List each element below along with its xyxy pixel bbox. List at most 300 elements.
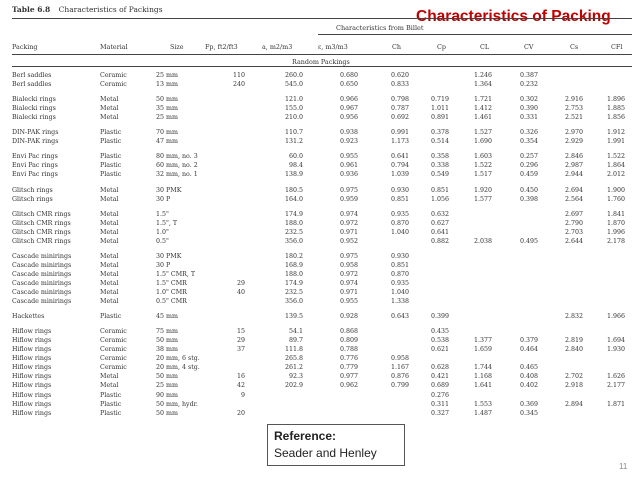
cell-a: 261.2 [284, 364, 303, 372]
table-row [0, 280, 638, 289]
cell-epsilon: 0.966 [339, 96, 358, 104]
cell-packing: Cascade minirings [12, 298, 72, 306]
cell-epsilon: 0.961 [339, 162, 358, 170]
table-label: Table 6.8 [12, 5, 51, 14]
cell-material: Plastic [100, 138, 122, 146]
cell-ch: 1.173 [390, 138, 409, 146]
cell-fp: 110 [232, 72, 245, 79]
cell-size: 30 P [156, 261, 171, 269]
cell-size: 1.5", T [156, 219, 178, 227]
cell-cfl: 1.522 [606, 153, 625, 161]
cell-cp: 0.719 [430, 96, 449, 104]
cell-cv: 0.464 [519, 346, 538, 354]
cell-epsilon: 0.650 [339, 81, 358, 89]
cell-a: 545.0 [284, 81, 303, 89]
cell-a: 121.0 [284, 96, 303, 104]
col-header-size: Size [170, 43, 184, 51]
cell-cl: 1.577 [473, 195, 492, 203]
cell-cl: 1.246 [473, 72, 492, 79]
cell-cl: 1.920 [473, 186, 492, 194]
cell-cv: 0.354 [519, 138, 538, 146]
cell-cs: 2.916 [564, 96, 583, 104]
cell-cv: 0.387 [519, 72, 538, 79]
cell-ch: 0.620 [390, 72, 409, 79]
cell-cs: 2.697 [564, 210, 583, 218]
section-heading: Random Packings [292, 58, 350, 66]
cell-material: Plastic [100, 162, 122, 170]
cell-material: Plastic [100, 313, 122, 321]
cell-packing: Hiflow rings [12, 328, 52, 336]
cell-ch: 0.870 [390, 219, 409, 227]
cell-packing: Hiflow rings [12, 355, 52, 363]
cell-cp: 0.627 [430, 219, 449, 227]
cell-material: Metal [100, 186, 119, 194]
cell-cl: 1.690 [473, 138, 492, 146]
col-header-cp: Cp [437, 43, 446, 51]
cell-ch: 1.040 [390, 228, 409, 236]
table-top-rule [12, 18, 632, 19]
cell-ch: 1.338 [390, 298, 409, 306]
cell-packing: Hackettes [12, 313, 45, 321]
cell-a: 180.2 [284, 252, 303, 260]
cell-cp: 0.327 [430, 409, 449, 417]
cell-cp: 0.891 [430, 114, 449, 122]
cell-a: 174.9 [284, 279, 303, 287]
cell-packing: Glitsch CMR rings [12, 237, 71, 245]
group-header-rule [318, 34, 632, 35]
cell-size: 1.5" CMR, T [156, 270, 196, 278]
cell-cp: 0.311 [430, 400, 449, 408]
cell-a: 110.7 [284, 129, 303, 137]
cell-cl: 1.487 [473, 409, 492, 417]
table-row [0, 346, 638, 355]
page-number: 11 [619, 462, 628, 471]
cell-packing: Glitsch CMR rings [12, 219, 71, 227]
cell-cv: 0.326 [519, 129, 538, 137]
cell-ch: 0.643 [390, 313, 409, 321]
cell-cp: 1.011 [430, 105, 449, 113]
cell-cs: 2.644 [564, 237, 583, 245]
section-rule [12, 66, 632, 67]
cell-fp: 16 [236, 373, 245, 381]
cell-epsilon: 0.972 [339, 270, 358, 278]
cell-size: 50 mm [156, 337, 178, 345]
cell-fp: 40 [236, 289, 245, 296]
cell-size: 32 mm, no. 1 [156, 171, 198, 179]
cell-a: 98.4 [288, 162, 303, 170]
cell-size: 25 mm [156, 114, 178, 122]
cell-ch: 0.799 [390, 382, 409, 390]
cell-a: 139.5 [284, 313, 303, 321]
cell-size: 50 mm [156, 373, 178, 381]
cell-cl: 1.659 [473, 346, 492, 354]
cell-ch: 0.870 [390, 270, 409, 278]
col-header-cfl: CFl [611, 43, 623, 51]
cell-material: Ceramic [100, 81, 127, 89]
cell-epsilon: 0.936 [339, 171, 358, 179]
cell-cp: 0.641 [430, 228, 449, 236]
cell-packing: Cascade minirings [12, 289, 72, 296]
cell-cl: 1.168 [473, 373, 492, 381]
table-row [0, 114, 638, 123]
cell-packing: Envi Pac rings [12, 162, 58, 170]
cell-cfl: 1.871 [606, 400, 625, 408]
cell-material: Metal [100, 105, 119, 113]
cell-size: 30 PMK [156, 252, 182, 260]
cell-ch: 0.930 [390, 252, 409, 260]
col-header-cs: Cs [570, 43, 579, 51]
reference-source: Seader and Henley [274, 446, 377, 460]
cell-packing: Cascade minirings [12, 261, 72, 269]
table-row [0, 364, 638, 373]
cell-cp: 1.056 [430, 195, 449, 203]
cell-cv: 0.257 [519, 153, 538, 161]
cell-a: 111.8 [284, 346, 303, 354]
cell-packing: Hiflow rings [12, 382, 52, 390]
cell-epsilon: 0.956 [339, 114, 358, 122]
table-row [0, 410, 638, 419]
table-row [0, 328, 638, 337]
cell-a: 60.0 [288, 153, 303, 161]
cell-material: Plastic [100, 391, 122, 399]
cell-cv: 0.390 [519, 105, 538, 113]
cell-cfl: 1.841 [606, 210, 625, 218]
cell-packing: Berl saddles [12, 81, 52, 89]
cell-size: 50 mm, hydr. [156, 400, 198, 408]
cell-material: Metal [100, 298, 119, 306]
cell-cv: 0.369 [519, 400, 538, 408]
cell-cp: 0.358 [430, 153, 449, 161]
cell-cs: 2.918 [564, 382, 583, 390]
cell-cp: 0.538 [430, 337, 449, 345]
cell-cp: 0.399 [430, 313, 449, 321]
cell-material: Plastic [100, 153, 122, 161]
group-header: Characteristics from Billet [336, 24, 424, 32]
cell-cp: 0.621 [430, 346, 449, 354]
cell-cs: 2.702 [564, 373, 583, 381]
cell-cfl: 1.996 [606, 228, 625, 236]
slide-title: Characteristics of Packing [416, 8, 611, 25]
cell-a: 260.0 [284, 72, 303, 79]
cell-a: 92.3 [288, 373, 303, 381]
table-row [0, 96, 638, 105]
cell-cl: 1.522 [473, 162, 492, 170]
cell-cv: 0.495 [519, 237, 538, 245]
cell-packing: Cascade minirings [12, 279, 72, 287]
cell-cl: 1.603 [473, 153, 492, 161]
cell-cv: 0.345 [519, 409, 538, 417]
cell-epsilon: 0.977 [339, 373, 358, 381]
cell-ch: 0.991 [390, 129, 409, 137]
cell-cfl: 1.626 [606, 373, 625, 381]
cell-a: 232.5 [284, 228, 303, 236]
cell-cfl: 1.930 [606, 346, 625, 354]
cell-epsilon: 0.958 [339, 261, 358, 269]
cell-material: Ceramic [100, 364, 127, 372]
cell-packing: Cascade minirings [12, 270, 72, 278]
col-header-a: a, m2/m3 [262, 43, 293, 51]
cell-cv: 0.465 [519, 364, 538, 372]
cell-a: 265.8 [284, 355, 303, 363]
cell-epsilon: 0.955 [339, 153, 358, 161]
cell-ch: 0.958 [390, 355, 409, 363]
cell-cp: 0.632 [430, 210, 449, 218]
cell-cfl: 2.177 [606, 382, 625, 390]
col-header-cl: CL [480, 43, 490, 51]
table-row [0, 153, 638, 162]
cell-cs: 2.987 [564, 162, 583, 170]
cell-epsilon: 0.779 [339, 364, 358, 372]
table-row [0, 171, 638, 180]
cell-cfl: 1.900 [606, 186, 625, 194]
cell-material: Metal [100, 96, 119, 104]
cell-material: Plastic [100, 409, 122, 417]
cell-cs: 2.944 [564, 171, 583, 179]
cell-material: Metal [100, 228, 119, 236]
cell-cs: 2.703 [564, 228, 583, 236]
cell-a: 164.0 [284, 195, 303, 203]
cell-packing: Hiflow rings [12, 409, 52, 417]
cell-cp: 0.882 [430, 237, 449, 245]
cell-packing: DIN-PAK rings [12, 129, 59, 137]
cell-size: 0.5" [156, 237, 169, 245]
cell-a: 155.0 [284, 105, 303, 113]
cell-material: Metal [100, 195, 119, 203]
cell-cfl: 1.912 [606, 129, 625, 137]
cell-fp: 37 [236, 346, 245, 354]
table-row [0, 401, 638, 410]
cell-ch: 1.167 [390, 364, 409, 372]
cell-ch: 0.930 [390, 186, 409, 194]
cell-cl: 1.721 [473, 96, 492, 104]
table-row [0, 229, 638, 238]
cell-epsilon: 0.974 [339, 279, 358, 287]
cell-material: Metal [100, 237, 119, 245]
cell-cl: 1.461 [473, 114, 492, 122]
cell-packing: Cascade minirings [12, 252, 72, 260]
cell-epsilon: 0.974 [339, 210, 358, 218]
cell-cs: 2.832 [564, 313, 583, 321]
cell-material: Metal [100, 373, 119, 381]
col-header-cv: CV [524, 43, 534, 51]
cell-packing: Hiflow rings [12, 400, 52, 408]
cell-material: Metal [100, 219, 119, 227]
cell-material: Metal [100, 382, 119, 390]
cell-a: 180.5 [284, 186, 303, 194]
cell-ch: 0.798 [390, 96, 409, 104]
cell-packing: Berl saddles [12, 72, 52, 79]
cell-cfl: 1.856 [606, 114, 625, 122]
cell-ch: 1.039 [390, 171, 409, 179]
cell-size: 1.5" [156, 210, 169, 218]
cell-epsilon: 0.972 [339, 219, 358, 227]
table-row [0, 382, 638, 391]
cell-material: Metal [100, 252, 119, 260]
table-row [0, 298, 638, 307]
cell-packing: Hiflow rings [12, 391, 52, 399]
table-row [0, 105, 638, 114]
table-row [0, 196, 638, 205]
cell-size: 30 PMK [156, 186, 182, 194]
table-row [0, 220, 638, 229]
cell-size: 20 mm, 6 stg. [156, 355, 200, 363]
table-row [0, 72, 638, 81]
cell-ch: 0.787 [390, 105, 409, 113]
cell-cl: 2.038 [473, 237, 492, 245]
cell-cp: 0.689 [430, 382, 449, 390]
cell-cfl: 1.864 [606, 162, 625, 170]
col-header-epsilon: ε, m3/m3 [318, 43, 348, 51]
cell-cfl: 1.896 [606, 96, 625, 104]
cell-size: 60 mm, no. 2 [156, 162, 198, 170]
table-row [0, 187, 638, 196]
cell-size: 35 mm [156, 105, 178, 113]
cell-cp: 0.628 [430, 364, 449, 372]
cell-material: Metal [100, 289, 119, 296]
header-rule [12, 54, 632, 55]
cell-ch: 0.833 [390, 81, 409, 89]
table-row [0, 373, 638, 382]
cell-material: Metal [100, 210, 119, 218]
cell-size: 1.0" [156, 228, 169, 236]
cell-cl: 1.517 [473, 171, 492, 179]
cell-epsilon: 0.967 [339, 105, 358, 113]
cell-size: 25 mm [156, 382, 178, 390]
cell-material: Plastic [100, 400, 122, 408]
cell-cv: 0.402 [519, 382, 538, 390]
cell-cl: 1.641 [473, 382, 492, 390]
table-row [0, 138, 638, 147]
cell-packing: Hiflow rings [12, 364, 52, 372]
cell-epsilon: 0.923 [339, 138, 358, 146]
cell-cl: 1.377 [473, 337, 492, 345]
cell-a: 356.0 [284, 298, 303, 306]
table-row [0, 271, 638, 280]
cell-cl: 1.553 [473, 400, 492, 408]
cell-ch: 0.794 [390, 162, 409, 170]
cell-cv: 0.302 [519, 96, 538, 104]
cell-material: Metal [100, 270, 119, 278]
cell-size: 75 mm [156, 328, 178, 336]
cell-cv: 0.379 [519, 337, 538, 345]
cell-cv: 0.450 [519, 186, 538, 194]
cell-cfl: 1.885 [606, 105, 625, 113]
cell-size: 25 mm [156, 72, 178, 79]
cell-size: 45 mm [156, 313, 178, 321]
cell-size: 38 mm [156, 346, 178, 354]
cell-material: Plastic [100, 129, 122, 137]
cell-size: 90 mm [156, 391, 178, 399]
cell-ch: 0.851 [390, 195, 409, 203]
cell-cv: 0.459 [519, 171, 538, 179]
table-row [0, 162, 638, 171]
cell-fp: 29 [236, 337, 245, 345]
cell-material: Ceramic [100, 72, 127, 79]
table-row [0, 81, 638, 90]
cell-ch: 0.641 [390, 153, 409, 161]
cell-cp: 0.851 [430, 186, 449, 194]
table-row [0, 392, 638, 401]
cell-packing: Glitsch CMR rings [12, 210, 71, 218]
cell-cp: 0.378 [430, 129, 449, 137]
cell-cl: 1.412 [473, 105, 492, 113]
table-row [0, 355, 638, 364]
cell-ch: 1.040 [390, 289, 409, 296]
cell-size: 47 mm [156, 138, 178, 146]
cell-a: 168.9 [284, 261, 303, 269]
cell-cfl: 1.991 [606, 138, 625, 146]
cell-epsilon: 0.955 [339, 298, 358, 306]
table-row [0, 289, 638, 298]
cell-cs: 2.753 [564, 105, 583, 113]
table-row [0, 253, 638, 262]
cell-cv: 0.398 [519, 195, 538, 203]
cell-material: Ceramic [100, 337, 127, 345]
cell-cs: 2.929 [564, 138, 583, 146]
cell-packing: Bialecki rings [12, 114, 56, 122]
cell-epsilon: 0.680 [339, 72, 358, 79]
cell-packing: Hiflow rings [12, 373, 52, 381]
cell-ch: 0.692 [390, 114, 409, 122]
cell-epsilon: 0.959 [339, 195, 358, 203]
cell-material: Ceramic [100, 346, 127, 354]
cell-cs: 2.790 [564, 219, 583, 227]
cell-packing: Hiflow rings [12, 346, 52, 354]
reference-label: Reference: [274, 429, 337, 443]
cell-packing: Glitsch rings [12, 195, 53, 203]
cell-cv: 0.331 [519, 114, 538, 122]
cell-epsilon: 0.962 [339, 382, 358, 390]
cell-size: 50 mm [156, 96, 178, 104]
cell-fp: 9 [240, 391, 245, 399]
cell-cv: 0.408 [519, 373, 538, 381]
cell-size: 30 P [156, 195, 171, 203]
cell-cs: 2.970 [564, 129, 583, 137]
cell-size: 80 mm, no. 3 [156, 153, 198, 161]
cell-fp: 29 [236, 279, 245, 287]
cell-cp: 0.338 [430, 162, 449, 170]
col-header-material: Material [100, 43, 128, 51]
cell-material: Metal [100, 261, 119, 269]
cell-cs: 2.819 [564, 337, 583, 345]
cell-cl: 1.744 [473, 364, 492, 372]
table-row [0, 262, 638, 271]
cell-ch: 0.876 [390, 373, 409, 381]
cell-cs: 2.521 [564, 114, 583, 122]
cell-packing: Hiflow rings [12, 337, 52, 345]
table-row [0, 129, 638, 138]
cell-a: 356.0 [284, 237, 303, 245]
cell-a: 54.1 [288, 328, 303, 336]
cell-size: 0.5" CMR [156, 298, 187, 306]
cell-size: 13 mm [156, 81, 178, 89]
cell-a: 202.9 [284, 382, 303, 390]
cell-a: 138.9 [284, 171, 303, 179]
cell-packing: Glitsch rings [12, 186, 53, 194]
cell-a: 210.0 [284, 114, 303, 122]
cell-cs: 2.564 [564, 195, 583, 203]
cell-epsilon: 0.928 [339, 313, 358, 321]
cell-material: Ceramic [100, 328, 127, 336]
cell-epsilon: 0.952 [339, 237, 358, 245]
cell-fp: 20 [236, 409, 245, 417]
table-row [0, 313, 638, 322]
cell-size: 20 mm, 4 stg. [156, 364, 200, 372]
col-header-fp: Fp, ft2/ft3 [205, 43, 238, 51]
cell-epsilon: 0.938 [339, 129, 358, 137]
table-row [0, 211, 638, 220]
cell-ch: 0.851 [390, 261, 409, 269]
